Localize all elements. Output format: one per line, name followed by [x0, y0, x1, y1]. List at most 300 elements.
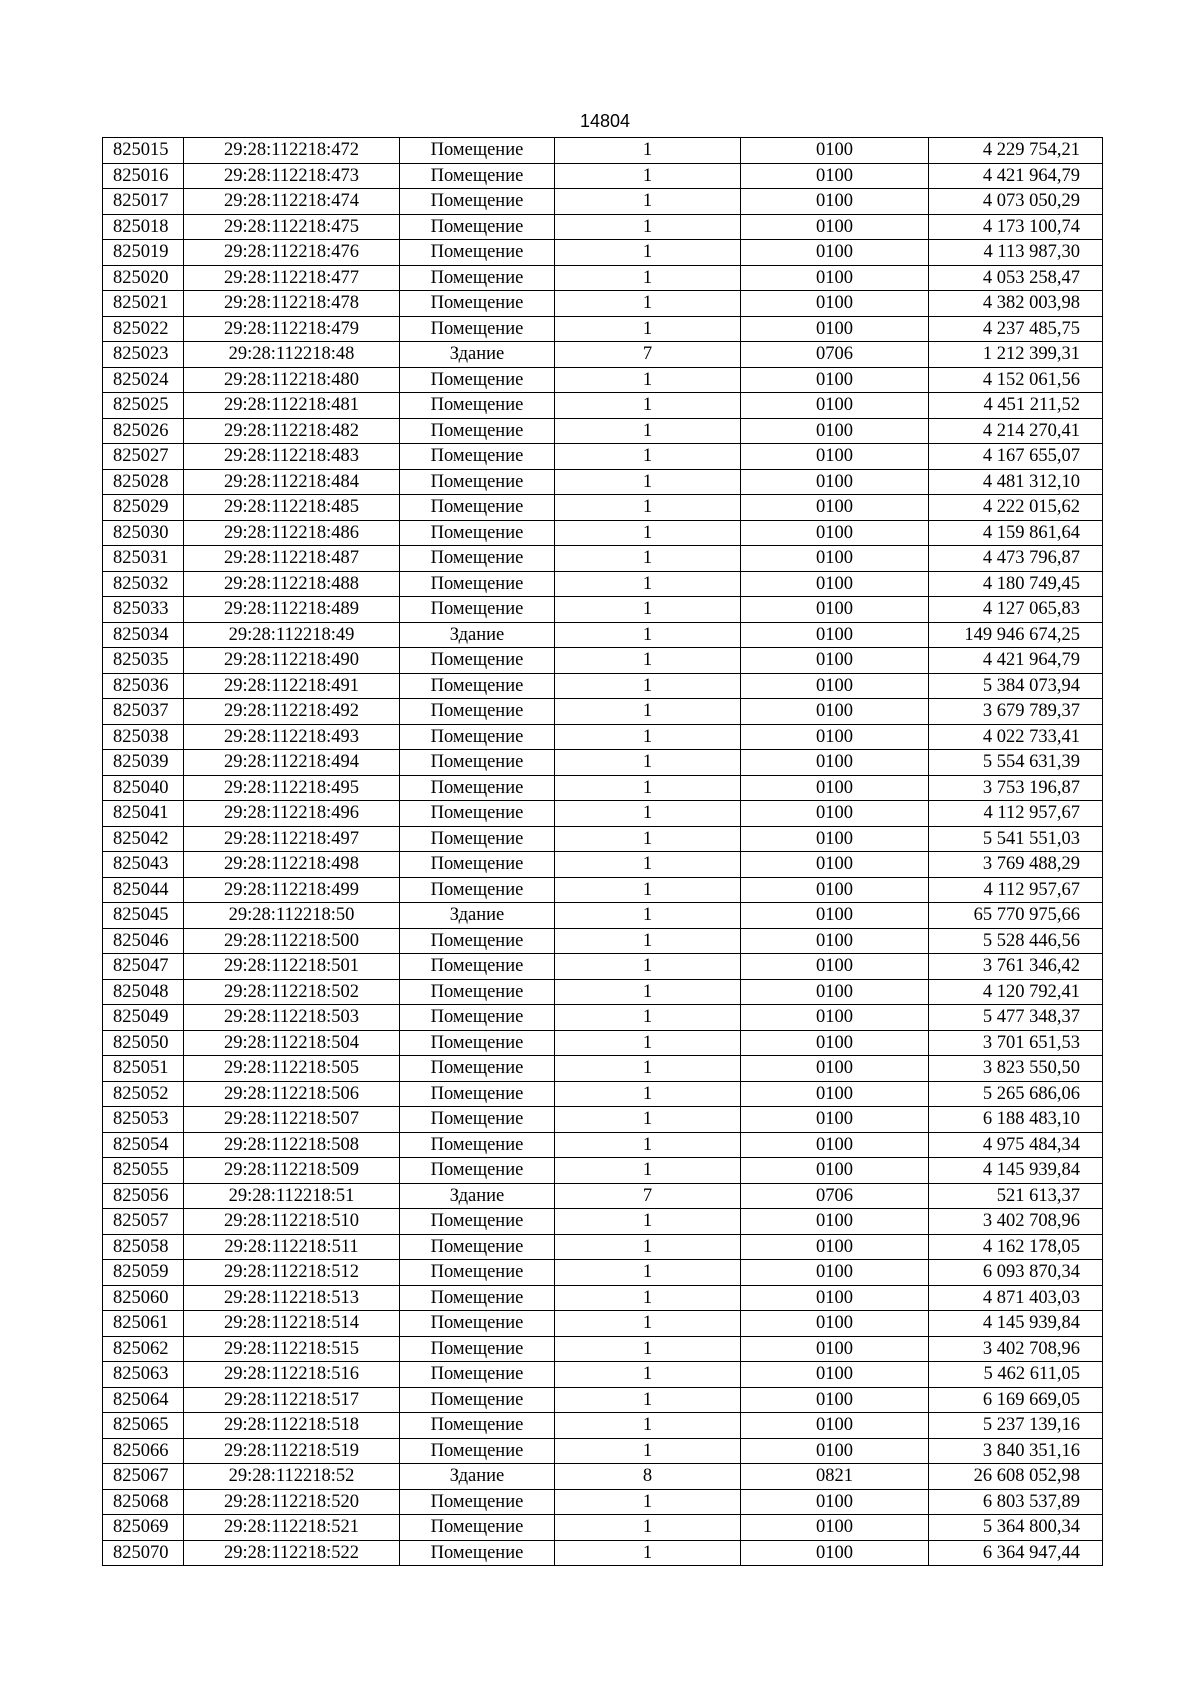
table-row: [103, 495, 1103, 521]
row-number-cell: 825027: [103, 444, 184, 470]
cadastral-number-cell: 29:28:112218:490: [184, 648, 400, 674]
table-row: [103, 1030, 1103, 1056]
code-cell: 0100: [741, 1107, 929, 1133]
table-row: [103, 826, 1103, 852]
group-cell: 1: [555, 1260, 741, 1286]
cadastral-number-cell: 29:28:112218:487: [184, 546, 400, 572]
table-row: [103, 724, 1103, 750]
code-cell: 0100: [741, 1489, 929, 1515]
code-cell: 0100: [741, 495, 929, 521]
row-number-cell: 825018: [103, 214, 184, 240]
cadastral-value-cell: 4 112 957,67: [929, 801, 1103, 827]
group-cell: 1: [555, 214, 741, 240]
object-type-cell: Помещение: [400, 1540, 555, 1566]
table-row: [103, 622, 1103, 648]
table-row: [103, 520, 1103, 546]
group-cell: 1: [555, 1387, 741, 1413]
cadastral-value-cell: 4 975 484,34: [929, 1132, 1103, 1158]
table-row: [103, 1285, 1103, 1311]
code-cell: 0100: [741, 928, 929, 954]
object-type-cell: Помещение: [400, 367, 555, 393]
cadastral-value-cell: 6 803 537,89: [929, 1489, 1103, 1515]
code-cell: 0100: [741, 1081, 929, 1107]
row-number-cell: 825065: [103, 1413, 184, 1439]
object-type-cell: Помещение: [400, 1336, 555, 1362]
row-number-cell: 825032: [103, 571, 184, 597]
table-body: [103, 138, 1103, 1566]
cadastral-number-cell: 29:28:112218:520: [184, 1489, 400, 1515]
row-number-cell: 825026: [103, 418, 184, 444]
object-type-cell: Помещение: [400, 1234, 555, 1260]
table-row: [103, 240, 1103, 266]
cadastral-number-cell: 29:28:112218:505: [184, 1056, 400, 1082]
row-number-cell: 825019: [103, 240, 184, 266]
cadastral-value-cell: 4 229 754,21: [929, 138, 1103, 164]
cadastral-number-cell: 29:28:112218:480: [184, 367, 400, 393]
group-cell: 1: [555, 444, 741, 470]
table-row: [103, 1489, 1103, 1515]
table-row: [103, 418, 1103, 444]
group-cell: 1: [555, 826, 741, 852]
row-number-cell: 825064: [103, 1387, 184, 1413]
cadastral-number-cell: 29:28:112218:472: [184, 138, 400, 164]
cadastral-value-cell: 5 541 551,03: [929, 826, 1103, 852]
cadastral-value-cell: 4 473 796,87: [929, 546, 1103, 572]
code-cell: 0100: [741, 597, 929, 623]
code-cell: 0100: [741, 1362, 929, 1388]
row-number-cell: 825063: [103, 1362, 184, 1388]
group-cell: 1: [555, 1413, 741, 1439]
table-row: [103, 1464, 1103, 1490]
cadastral-value-cell: 4 145 939,84: [929, 1311, 1103, 1337]
cadastral-value-cell: 1 212 399,31: [929, 342, 1103, 368]
object-type-cell: Здание: [400, 903, 555, 929]
cadastral-number-cell: 29:28:112218:494: [184, 750, 400, 776]
cadastral-number-cell: 29:28:112218:493: [184, 724, 400, 750]
group-cell: 1: [555, 750, 741, 776]
group-cell: 1: [555, 1234, 741, 1260]
cadastral-number-cell: 29:28:112218:519: [184, 1438, 400, 1464]
table-row: [103, 1183, 1103, 1209]
table-row: [103, 1234, 1103, 1260]
object-type-cell: Помещение: [400, 1285, 555, 1311]
object-type-cell: Помещение: [400, 1005, 555, 1031]
row-number-cell: 825031: [103, 546, 184, 572]
row-number-cell: 825024: [103, 367, 184, 393]
group-cell: 1: [555, 265, 741, 291]
code-cell: 0100: [741, 571, 929, 597]
group-cell: 1: [555, 1489, 741, 1515]
code-cell: 0100: [741, 1413, 929, 1439]
row-number-cell: 825070: [103, 1540, 184, 1566]
group-cell: 1: [555, 240, 741, 266]
code-cell: 0100: [741, 1438, 929, 1464]
code-cell: 0100: [741, 1260, 929, 1286]
code-cell: 0100: [741, 954, 929, 980]
code-cell: 0100: [741, 138, 929, 164]
group-cell: 1: [555, 367, 741, 393]
group-cell: 1: [555, 1336, 741, 1362]
group-cell: 1: [555, 1311, 741, 1337]
table-row: [103, 775, 1103, 801]
cadastral-value-cell: 4 382 003,98: [929, 291, 1103, 317]
object-type-cell: Помещение: [400, 1413, 555, 1439]
object-type-cell: Помещение: [400, 546, 555, 572]
cadastral-number-cell: 29:28:112218:491: [184, 673, 400, 699]
cadastral-value-cell: 5 265 686,06: [929, 1081, 1103, 1107]
code-cell: 0100: [741, 648, 929, 674]
row-number-cell: 825020: [103, 265, 184, 291]
code-cell: 0100: [741, 291, 929, 317]
code-cell: 0100: [741, 1515, 929, 1541]
row-number-cell: 825044: [103, 877, 184, 903]
table-row: [103, 1005, 1103, 1031]
row-number-cell: 825023: [103, 342, 184, 368]
cadastral-number-cell: 29:28:112218:482: [184, 418, 400, 444]
cadastral-number-cell: 29:28:112218:474: [184, 189, 400, 215]
row-number-cell: 825033: [103, 597, 184, 623]
object-type-cell: Помещение: [400, 1311, 555, 1337]
row-number-cell: 825029: [103, 495, 184, 521]
cadastral-value-cell: 4 152 061,56: [929, 367, 1103, 393]
cadastral-value-cell: 4 871 403,03: [929, 1285, 1103, 1311]
group-cell: 1: [555, 138, 741, 164]
cadastral-value-cell: 4 421 964,79: [929, 163, 1103, 189]
group-cell: 1: [555, 189, 741, 215]
cadastral-value-cell: 5 237 139,16: [929, 1413, 1103, 1439]
code-cell: 0100: [741, 1311, 929, 1337]
code-cell: 0100: [741, 393, 929, 419]
cadastral-value-cell: 6 188 483,10: [929, 1107, 1103, 1133]
cadastral-value-cell: 3 840 351,16: [929, 1438, 1103, 1464]
group-cell: 1: [555, 1132, 741, 1158]
cadastral-number-cell: 29:28:112218:500: [184, 928, 400, 954]
row-number-cell: 825047: [103, 954, 184, 980]
object-type-cell: Помещение: [400, 1489, 555, 1515]
code-cell: 0100: [741, 801, 929, 827]
object-type-cell: Помещение: [400, 597, 555, 623]
table-row: [103, 163, 1103, 189]
cadastral-value-cell: 4 145 939,84: [929, 1158, 1103, 1184]
group-cell: 1: [555, 1030, 741, 1056]
table-row: [103, 1081, 1103, 1107]
table-row: [103, 469, 1103, 495]
cadastral-number-cell: 29:28:112218:509: [184, 1158, 400, 1184]
group-cell: 1: [555, 316, 741, 342]
group-cell: 1: [555, 877, 741, 903]
table-row: [103, 1438, 1103, 1464]
object-type-cell: Помещение: [400, 1056, 555, 1082]
object-type-cell: Помещение: [400, 1107, 555, 1133]
group-cell: 1: [555, 1515, 741, 1541]
cadastral-number-cell: 29:28:112218:484: [184, 469, 400, 495]
group-cell: 1: [555, 1056, 741, 1082]
cadastral-number-cell: 29:28:112218:508: [184, 1132, 400, 1158]
cadastral-number-cell: 29:28:112218:52: [184, 1464, 400, 1490]
table-row: [103, 1260, 1103, 1286]
row-number-cell: 825067: [103, 1464, 184, 1490]
row-number-cell: 825059: [103, 1260, 184, 1286]
table-row: [103, 1413, 1103, 1439]
group-cell: 1: [555, 520, 741, 546]
group-cell: 1: [555, 393, 741, 419]
cadastral-value-cell: 4 167 655,07: [929, 444, 1103, 470]
object-type-cell: Помещение: [400, 469, 555, 495]
table-row: [103, 1056, 1103, 1082]
table-row: [103, 1132, 1103, 1158]
row-number-cell: 825038: [103, 724, 184, 750]
cadastral-value-cell: 4 237 485,75: [929, 316, 1103, 342]
row-number-cell: 825062: [103, 1336, 184, 1362]
cadastral-value-cell: 3 701 651,53: [929, 1030, 1103, 1056]
table-row: [103, 316, 1103, 342]
row-number-cell: 825058: [103, 1234, 184, 1260]
object-type-cell: Помещение: [400, 724, 555, 750]
code-cell: 0100: [741, 1387, 929, 1413]
cadastral-value-cell: 3 769 488,29: [929, 852, 1103, 878]
cadastral-number-cell: 29:28:112218:485: [184, 495, 400, 521]
table-row: [103, 1387, 1103, 1413]
group-cell: 1: [555, 673, 741, 699]
row-number-cell: 825036: [103, 673, 184, 699]
row-number-cell: 825069: [103, 1515, 184, 1541]
cadastral-number-cell: 29:28:112218:518: [184, 1413, 400, 1439]
row-number-cell: 825051: [103, 1056, 184, 1082]
table-row: [103, 877, 1103, 903]
table-row: [103, 852, 1103, 878]
cadastral-number-cell: 29:28:112218:489: [184, 597, 400, 623]
row-number-cell: 825056: [103, 1183, 184, 1209]
object-type-cell: Помещение: [400, 1081, 555, 1107]
object-type-cell: Помещение: [400, 393, 555, 419]
cadastral-number-cell: 29:28:112218:521: [184, 1515, 400, 1541]
object-type-cell: Помещение: [400, 1438, 555, 1464]
row-number-cell: 825066: [103, 1438, 184, 1464]
cadastral-number-cell: 29:28:112218:517: [184, 1387, 400, 1413]
row-number-cell: 825060: [103, 1285, 184, 1311]
row-number-cell: 825055: [103, 1158, 184, 1184]
code-cell: 0100: [741, 1158, 929, 1184]
object-type-cell: Помещение: [400, 571, 555, 597]
table-row: [103, 903, 1103, 929]
code-cell: 0100: [741, 1005, 929, 1031]
code-cell: 0100: [741, 1234, 929, 1260]
object-type-cell: Помещение: [400, 826, 555, 852]
group-cell: 1: [555, 597, 741, 623]
cadastral-value-cell: 4 127 065,83: [929, 597, 1103, 623]
code-cell: 0100: [741, 826, 929, 852]
group-cell: 1: [555, 648, 741, 674]
row-number-cell: 825015: [103, 138, 184, 164]
cadastral-number-cell: 29:28:112218:498: [184, 852, 400, 878]
table-row: [103, 189, 1103, 215]
table-row: [103, 1515, 1103, 1541]
row-number-cell: 825016: [103, 163, 184, 189]
object-type-cell: Помещение: [400, 240, 555, 266]
group-cell: 1: [555, 928, 741, 954]
cadastral-value-cell: 5 477 348,37: [929, 1005, 1103, 1031]
cadastral-value-cell: 5 364 800,34: [929, 1515, 1103, 1541]
group-cell: 1: [555, 622, 741, 648]
row-number-cell: 825039: [103, 750, 184, 776]
cadastral-value-table: [102, 137, 1103, 1566]
table-row: [103, 265, 1103, 291]
cadastral-number-cell: 29:28:112218:496: [184, 801, 400, 827]
cadastral-value-cell: 6 093 870,34: [929, 1260, 1103, 1286]
object-type-cell: Здание: [400, 342, 555, 368]
code-cell: 0100: [741, 214, 929, 240]
object-type-cell: Здание: [400, 1464, 555, 1490]
table-row: [103, 571, 1103, 597]
group-cell: 1: [555, 979, 741, 1005]
cadastral-number-cell: 29:28:112218:51: [184, 1183, 400, 1209]
cadastral-number-cell: 29:28:112218:507: [184, 1107, 400, 1133]
group-cell: 1: [555, 1285, 741, 1311]
cadastral-value-cell: 5 528 446,56: [929, 928, 1103, 954]
code-cell: 0100: [741, 724, 929, 750]
cadastral-number-cell: 29:28:112218:516: [184, 1362, 400, 1388]
object-type-cell: Помещение: [400, 138, 555, 164]
object-type-cell: Помещение: [400, 316, 555, 342]
object-type-cell: Помещение: [400, 291, 555, 317]
object-type-cell: Помещение: [400, 495, 555, 521]
object-type-cell: Помещение: [400, 801, 555, 827]
code-cell: 0100: [741, 163, 929, 189]
code-cell: 0100: [741, 316, 929, 342]
object-type-cell: Помещение: [400, 163, 555, 189]
table-row: [103, 597, 1103, 623]
group-cell: 7: [555, 1183, 741, 1209]
code-cell: 0100: [741, 903, 929, 929]
cadastral-number-cell: 29:28:112218:515: [184, 1336, 400, 1362]
group-cell: 1: [555, 775, 741, 801]
cadastral-number-cell: 29:28:112218:512: [184, 1260, 400, 1286]
page-number: 14804: [579, 111, 631, 131]
code-cell: 0100: [741, 189, 929, 215]
row-number-cell: 825025: [103, 393, 184, 419]
table-row: [103, 1311, 1103, 1337]
code-cell: 0100: [741, 1540, 929, 1566]
cadastral-number-cell: 29:28:112218:477: [184, 265, 400, 291]
object-type-cell: Здание: [400, 622, 555, 648]
cadastral-value-cell: 4 481 312,10: [929, 469, 1103, 495]
group-cell: 1: [555, 903, 741, 929]
row-number-cell: 825043: [103, 852, 184, 878]
group-cell: 1: [555, 1107, 741, 1133]
code-cell: 0100: [741, 673, 929, 699]
code-cell: 0706: [741, 342, 929, 368]
cadastral-number-cell: 29:28:112218:479: [184, 316, 400, 342]
row-number-cell: 825037: [103, 699, 184, 725]
row-number-cell: 825028: [103, 469, 184, 495]
cadastral-value-cell: 5 462 611,05: [929, 1362, 1103, 1388]
group-cell: 1: [555, 163, 741, 189]
row-number-cell: 825042: [103, 826, 184, 852]
code-cell: 0821: [741, 1464, 929, 1490]
table-row: [103, 367, 1103, 393]
row-number-cell: 825035: [103, 648, 184, 674]
cadastral-value-cell: 3 753 196,87: [929, 775, 1103, 801]
table-row: [103, 1540, 1103, 1566]
cadastral-value-cell: 4 112 957,67: [929, 877, 1103, 903]
code-cell: 0100: [741, 418, 929, 444]
group-cell: 1: [555, 1438, 741, 1464]
cadastral-number-cell: 29:28:112218:49: [184, 622, 400, 648]
code-cell: 0100: [741, 1285, 929, 1311]
table-row: [103, 291, 1103, 317]
table-row: [103, 673, 1103, 699]
cadastral-value-cell: 521 613,37: [929, 1183, 1103, 1209]
object-type-cell: Помещение: [400, 520, 555, 546]
table-row: [103, 214, 1103, 240]
code-cell: 0100: [741, 877, 929, 903]
cadastral-value-cell: 3 402 708,96: [929, 1336, 1103, 1362]
cadastral-value-cell: 3 402 708,96: [929, 1209, 1103, 1235]
row-number-cell: 825057: [103, 1209, 184, 1235]
group-cell: 1: [555, 495, 741, 521]
code-cell: 0100: [741, 750, 929, 776]
cadastral-value-cell: 149 946 674,25: [929, 622, 1103, 648]
group-cell: 1: [555, 1362, 741, 1388]
object-type-cell: Помещение: [400, 418, 555, 444]
cadastral-value-cell: 4 022 733,41: [929, 724, 1103, 750]
cadastral-value-cell: 4 214 270,41: [929, 418, 1103, 444]
object-type-cell: Помещение: [400, 877, 555, 903]
cadastral-value-cell: 26 608 052,98: [929, 1464, 1103, 1490]
cadastral-number-cell: 29:28:112218:50: [184, 903, 400, 929]
cadastral-number-cell: 29:28:112218:486: [184, 520, 400, 546]
cadastral-number-cell: 29:28:112218:514: [184, 1311, 400, 1337]
row-number-cell: 825046: [103, 928, 184, 954]
object-type-cell: Помещение: [400, 979, 555, 1005]
code-cell: 0100: [741, 240, 929, 266]
group-cell: 1: [555, 724, 741, 750]
code-cell: 0100: [741, 775, 929, 801]
cadastral-value-cell: 6 364 947,44: [929, 1540, 1103, 1566]
object-type-cell: Помещение: [400, 775, 555, 801]
row-number-cell: 825045: [103, 903, 184, 929]
cadastral-value-cell: 4 451 211,52: [929, 393, 1103, 419]
cadastral-number-cell: 29:28:112218:483: [184, 444, 400, 470]
table-row: [103, 750, 1103, 776]
group-cell: 1: [555, 571, 741, 597]
row-number-cell: 825017: [103, 189, 184, 215]
group-cell: 1: [555, 852, 741, 878]
row-number-cell: 825061: [103, 1311, 184, 1337]
group-cell: 1: [555, 1081, 741, 1107]
code-cell: 0100: [741, 622, 929, 648]
object-type-cell: Помещение: [400, 1030, 555, 1056]
cadastral-number-cell: 29:28:112218:503: [184, 1005, 400, 1031]
code-cell: 0100: [741, 699, 929, 725]
cadastral-number-cell: 29:28:112218:478: [184, 291, 400, 317]
code-cell: 0100: [741, 265, 929, 291]
row-number-cell: 825068: [103, 1489, 184, 1515]
cadastral-value-cell: 5 384 073,94: [929, 673, 1103, 699]
cadastral-number-cell: 29:28:112218:481: [184, 393, 400, 419]
table-row: [103, 444, 1103, 470]
group-cell: 1: [555, 418, 741, 444]
object-type-cell: Помещение: [400, 954, 555, 980]
cadastral-number-cell: 29:28:112218:501: [184, 954, 400, 980]
cadastral-value-cell: 4 421 964,79: [929, 648, 1103, 674]
code-cell: 0100: [741, 367, 929, 393]
cadastral-number-cell: 29:28:112218:492: [184, 699, 400, 725]
code-cell: 0100: [741, 852, 929, 878]
row-number-cell: 825050: [103, 1030, 184, 1056]
table-row: [103, 1107, 1103, 1133]
row-number-cell: 825034: [103, 622, 184, 648]
